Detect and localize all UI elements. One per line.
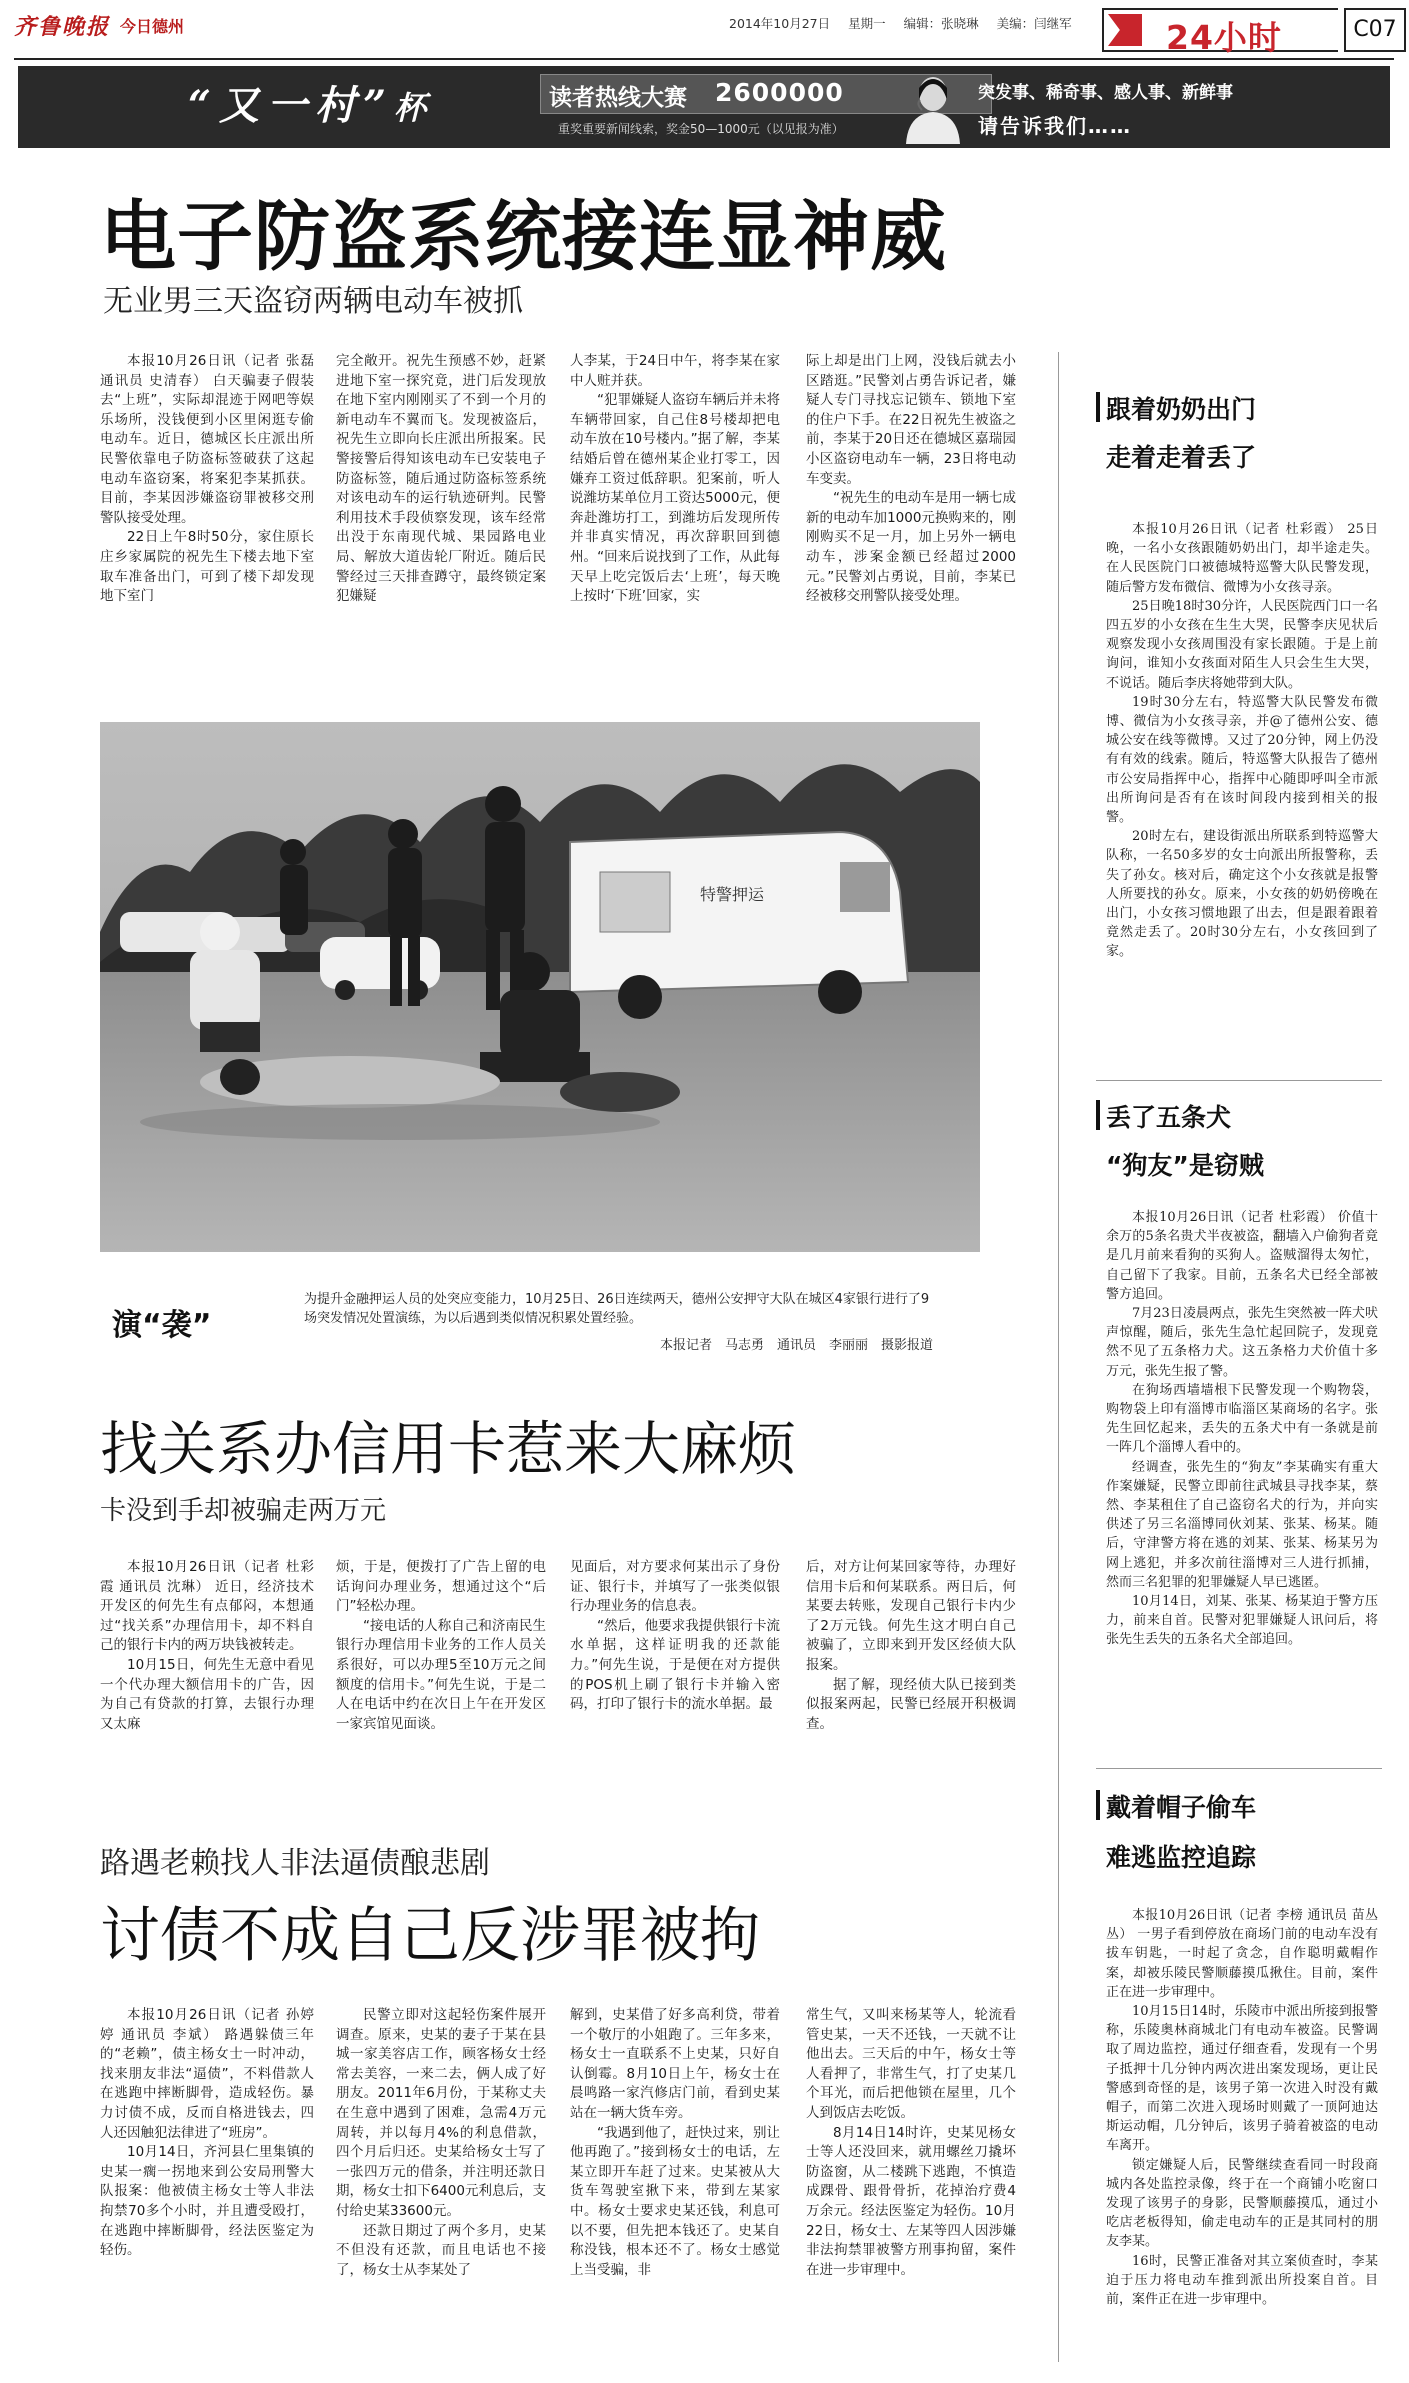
story2-col1 (100, 1558, 314, 1734)
story3-headline: 讨债不成自己反涉罪被拘 (100, 1901, 760, 1971)
story1-col4 (806, 352, 1016, 607)
story3-col1 (100, 2006, 314, 2261)
sidebar2-title-line1: 丢了五条犬 (1106, 1103, 1232, 1132)
story2-col4 (806, 1558, 1016, 1734)
photo-caption: 为提升金融押运人员的处突应变能力，10月25日、26日连续两天，德州公安押守大队在城区4家银行进行了9场突发情况处置演练，为以后遇到类似情况积累处置经验。 (304, 1292, 930, 1326)
story1-headline: 电子防盗系统接连显神威 (100, 192, 947, 281)
sidebar3-title-line1: 戴着帽子偷车 (1106, 1793, 1257, 1822)
tag-arrow-icon (1108, 14, 1142, 46)
sidebar2-para: 7月23日凌晨两点，张先生突然被一阵犬吠声惊醒，随后，张先生急忙起回院子，发现竟然不见了五条格力犬。这五条格力犬价值十多万元，张先生报了警。 (1106, 1306, 1378, 1379)
banner-cup-name: “又一村”杯 (188, 82, 435, 129)
story3-col4-para: 8月14日14时许，史某见杨女士等人还没回来，就用螺丝刀撬坏防盗窗，从二楼跳下逃跑，不慎造成踝骨、跟骨骨折，花掉治疗费4万余元。经法医鉴定为轻伤。10月22日，杨女士、左某等四人因涉嫌非法拘禁罪被警方刑事拘留，案件在进一步审理中。 (806, 2124, 1016, 2278)
banner-contest: 读者热线大赛 (549, 85, 687, 111)
story1-col1-para: 本报10月26日讯（记者 张磊 通讯员 史清春） 白天骗妻子假装去“上班”，实际却混迹于网吧等娱乐场所，没钱便到小区里闲逛专偷电动车。近日，德城区长庄派出所民警依靠电子防盗标签破获了这起电动车盗窃案，将案犯李某抓获。目前，李某因涉嫌盗窃罪被移交刑警队接受处理。 (100, 353, 314, 526)
sidebar3-para: 10月15日14时，乐陵市中派出所接到报警称，乐陵奥林商城北门有电动车被盗。民警调取了周边监控，通过仔细查看，发现有一个男子抵押十几分钟内两次进出案发现场，更让民警感到奇怪的是，该男子第一次进入时没有戴帽子，而第二次进入现场时则戴了一顶阿迪达斯运动帽，几分钟后，该男子骑着被盗的电动车离开。 (1106, 2004, 1378, 2154)
story2-col2-para: 烦，于是，便拨打了广告上留的电话询问办理业务，想通过这个“后门”轻松办理。 (336, 1559, 546, 1615)
artist: 美编：闫继军 (996, 16, 1072, 31)
sidebar2-para: 本报10月26日讯（记者 杜彩霞） 价值十余万的5条名贵犬半夜被盗，翻墙入户偷狗者竟是几月前来看狗的买狗人。盗贼溜得太匆忙，自己留下了我家。目前，五条名犬已经全部被警方追回。 (1106, 1210, 1378, 1302)
story1-col4-para: 际上却是出门上网，没钱后就去小区踏逛。”民警刘占勇告诉记者，嫌疑人专门寻找忘记锁车、锁地下室的住户下手。在22日祝先生被盗之前，李某于20日还在德城区嘉瑞园小区盗窃电动车一辆，23日将电动车变卖。 (806, 353, 1016, 487)
story2-col2-para: “接电话的人称自己和济南民生银行办理信用卡业务的工作人员关系很好，可以办理5至10万元之间额度的信用卡。”何先生说，于是二人在电话中约在次日上午在开发区一家宾馆见面谈。 (336, 1617, 546, 1732)
story2-col3-para: 见面后，对方要求何某出示了身份证、银行卡，并填写了一张类似银行办理业务的信息表。 (570, 1559, 780, 1615)
story1-col3-para: “犯罪嫌疑人盗窃车辆后并未将车辆带回家，自己住8号楼却把电动车放在10号楼内。”据了解，李某结婚后曾在德州某企业打零工，因嫌弃工资过低辞职。犯案前，听人说潍坊某单位月工资达5000元，便奔赴潍坊打工，到潍坊后发现所传并非真实情况，再次辞职回到德州。“回来后说找到了工作，从此每天早上吃完饭后去‘上班’，每天晚上按时‘下班’回家，实 (570, 392, 780, 605)
sidebar1-para: 本报10月26日讯（记者 杜彩霞） 25日晚，一名小女孩跟随奶奶出门，却半途走失。在人民医院门口被德城特巡警大队民警发现，随后警方发布微信、微博为小女孩寻亲。 (1106, 522, 1378, 595)
story1-col1 (100, 352, 314, 607)
story2-col4-para: 据了解，现经侦大队已接到类似报案两起，民警已经展开积极调查。 (806, 1676, 1016, 1732)
photo-caption-title: 演“袭” (112, 1308, 212, 1343)
story1-col4-para: “祝先生的电动车是用一辆七成新的电动车加1000元换购来的，刚刚购买不足一月，加上另外一辆电动车，涉案金额已经超过2000元。”民警刘占勇说，目前，李某已经被移交刑警队接受处理。 (806, 490, 1016, 605)
story3-col3 (570, 2006, 780, 2280)
story2-col3-para: “然后，他要求我提供银行卡流水单据，这样证明我的还款能力。”何先生说，于是便在对方提供的POS机上刷了银行卡并输入密码，打印了银行卡的流水单据。最 (570, 1617, 780, 1713)
sidebar1-para: 20时左右，建设街派出所联系到特巡警大队称，一名50多岁的女士向派出所报警称，丢失了孙女。核对后，确定这个小女孩就是报警人所要找的孙女。原来，小女孩的奶奶傍晚在出门，小女孩习惯地跟了出去，但是跟着跟着竟然走丢了。20时30分左右，小女孩回到了家。 (1106, 829, 1378, 960)
header-rule (14, 58, 1394, 60)
paper-name: 齐鲁晚报 (14, 14, 111, 40)
section-tag (1102, 8, 1338, 57)
banner-cup-suffix: 杯 (394, 89, 435, 127)
story1-col3-para: 人李某，于24日中午，将李某在家中人赃并获。 (570, 353, 780, 389)
sidebar-marker (1096, 392, 1100, 422)
issue-date: 2014年10月27日 (729, 16, 831, 31)
story3-col4 (806, 2006, 1016, 2280)
banner-phone: 2600000 (715, 78, 844, 107)
sidebar-rule (1096, 1768, 1382, 1769)
story2-headline: 找关系办信用卡惹来大麻烦 (100, 1415, 797, 1483)
drill-photo (100, 722, 980, 1252)
sidebar3-title-line2: 难逃监控追踪 (1106, 1843, 1257, 1872)
sidebar1-title-line1: 跟着奶奶出门 (1106, 395, 1257, 424)
sidebar1-body (1106, 520, 1378, 962)
story2-col1-para: 10月15日，何先生无意中看见一个代办理大额信用卡的广告，因为自己有贷款的打算，去银行办理又太麻 (100, 1656, 314, 1732)
sidebar3-para: 本报10月26日讯（记者 李榜 通讯员 苗丛丛） 一男子看到停放在商场门前的电动车没有拔车钥匙，一时起了贪念，自作聪明戴帽作案，却被乐陵民警顺藤摸瓜揪住。目前，案件正在进一步审理中。 (1106, 1908, 1378, 2000)
story3-col1-para: 10月14日，齐河县仁里集镇的史某一瘸一拐地来到公安局刑警大队报案：他被债主杨女士等人非法拘禁70多个小时，并且遭受殴打，在逃跑中摔断脚骨，经法医鉴定为轻伤。 (100, 2144, 314, 2259)
banner-call-to-action: 请告诉我们…… (978, 114, 1132, 138)
sidebar2-body (1106, 1208, 1378, 1650)
story3-col1-para: 本报10月26日讯（记者 孙婷婷 通讯员 李斌） 路遇躲债三年的“老赖”，债主杨女士一时冲动，找来朋友非法“逼债”，不料借款人在逃跑中摔断脚骨，造成轻伤。暴力讨债不成，反而自格进钱去，四人还因触犯法律进了“班房”。 (100, 2007, 314, 2141)
story3-col3-para: “我遇到他了，赶快过来，别让他再跑了。”接到杨女士的电话，左某立即开车赶了过来。史某被从大货车驾驶室揪下来，带到左某家中。杨女士要求史某还钱，利息可以不要，但先把本钱还了。史某自称没钱，根本还不了。杨女士感觉上当受骗，非 (570, 2124, 780, 2278)
sidebar3-para: 锁定嫌疑人后，民警继续查看同一时段商城内各处监控录像，终于在一个商铺小吃窗口发现了该男子的身影，民警顺藤摸瓜，通过小吃店老板得知，偷走电动车的正是其同村的朋友李某。 (1106, 2157, 1378, 2250)
hotline-banner (18, 66, 1390, 148)
sidebar-rule (1096, 1080, 1382, 1081)
editor: 编辑：张晓琳 (903, 16, 979, 31)
masthead (14, 8, 1397, 57)
issue-meta (729, 14, 1086, 32)
story3-col4-para: 常生气，又叫来杨某等人，轮流看管史某，一天不还钱，一天就不让他出去。三天后的中午，杨女士等人看押了，非常生气，打了史某几个耳光，而后把他锁在屋里，几个人到饭店去吃饭。 (806, 2007, 1016, 2121)
story3-col2-para: 民警立即对这起轻伤案件展开调查。原来，史某的妻子于某在县城一家美容店工作，顾客杨女士经常去美容，一来二去，俩人成了好朋友。2011年6月份，于某称丈夫在生意中遇到了困难，急需4万元周转，并以每月4%的利息借款，四个月后归还。史某给杨女士写了一张四万元的借条，并注明还款日期，杨女士扣下6400元利息后，支付给史某33600元。 (336, 2007, 546, 2219)
story3-col2 (336, 2006, 546, 2280)
van-marking: 特警押运 (700, 885, 765, 904)
sidebar2-para: 经调查，张先生的“狗友”李某确实有重大作案嫌疑，民警立即前往武城县寻找李某，蔡然、李某租住了自己盗窃名犬的行为，并向实供述了另三名淄博同伙刘某、张某、杨某。随后，守津警方将在逃的刘某、张某、杨某另为网上逃犯，并多次前往淄博对三人进行抓捕，然而三名犯罪的犯罪嫌疑人早已逃匿。 (1106, 1459, 1378, 1590)
story1-col3 (570, 352, 780, 607)
story2-col4-para: 后，对方让何某回家等待，办理好信用卡后和何某联系。两日后，何某要去转账，发现自己银行卡内少了2万元钱。何先生这才明白自己被骗了，立即来到开发区经侦大队报案。 (806, 1559, 1016, 1673)
sidebar2-para: 10月14日，刘某、张某、杨某迫于警方压力，前来自首。民警对犯罪嫌疑人讯问后，将张先生丢失的五条名犬全部追回。 (1106, 1594, 1378, 1648)
story2-col2 (336, 1558, 546, 1734)
banner-tagline: 突发事、稀奇事、感人事、新鲜事 (978, 83, 1233, 103)
photo-credit: 本报记者 马志勇 通讯员 李丽丽 摄影报道 (660, 1338, 934, 1353)
issue-weekday: 星期一 (848, 16, 886, 31)
story3-col3-para: 解到，史某借了好多高利贷，带着一个敬厅的小姐跑了。三年多来，杨女士一直联系不上史某，只好自认倒霉。8月10日上午，杨女士在晨鸣路一家汽修店门前，看到史某站在一辆大货车旁。 (570, 2007, 780, 2121)
story1-col2-para: 完全敞开。祝先生预感不妙，赶紧进地下室一探究竟，进门后发现放在地下室内刚刚买了不到一个月的新电动车不翼而飞。发现被盗后，祝先生立即向长庄派出所报案。民警接警后得知该电动车已安装电子防盗标签，随后通过防盗标签系统对该电动车的运行轨迹研判。民警利用技术手段侦察发现，该车经常出没于东南现代城、果园路电业局、解放大道齿轮厂附近。随后民警经过三天排查蹲守，最终锁定案犯嫌疑 (336, 353, 546, 605)
story3-subhead: 路遇老赖找人非法逼债酿悲剧 (100, 1846, 490, 1881)
sidebar3-body (1106, 1906, 1378, 2309)
story2-col1-para: 本报10月26日讯（记者 杜彩霞 通讯员 沈琳） 近日，经济技术开发区的何先生有点郁闷，本想通过“找关系”办理信用卡，却不料自己的银行卡内的两万块钱被转走。 (100, 1559, 314, 1654)
story1-col1-para: 22日上午8时50分，家住原长庄乡家属院的祝先生下楼去地下室取车准备出门，可到了楼下却发现地下室门 (100, 529, 314, 605)
section-tag-label: 24小时 (1166, 18, 1282, 57)
story2-subhead: 卡没到手却被骗走两万元 (100, 1496, 387, 1526)
operator-portrait-icon (898, 70, 968, 144)
banner-reward-note: 重奖重要新闻线索，奖金50—1000元（以见报为准） (558, 122, 844, 136)
sidebar-divider (1058, 352, 1059, 2362)
sidebar-marker (1096, 1790, 1100, 1820)
sidebar1-para: 19时30分左右，特巡警大队民警发布微博、微信为小女孩寻亲，并@了德州公安、德城公安在线等微博。又过了20分钟，网上仍没有有效的线索。随后，特巡警大队报告了德州市公安局指挥中心，指挥中心随即呼叫全市派出所询问是否有在该时间段内接到相关的报警。 (1106, 694, 1378, 826)
story1-col2 (336, 352, 546, 607)
drill-scene-image (100, 722, 980, 1252)
story2-col3 (570, 1558, 780, 1715)
sidebar2-title-line2: “狗友”是窃贼 (1106, 1151, 1264, 1180)
sidebar2-para: 在狗场西墙墙根下民警发现一个购物袋，购物袋上印有淄博市临淄区某商场的名字。张先生回忆起来，丢失的五条犬中有一条就是前一阵几个淄博人看中的。 (1106, 1382, 1378, 1456)
page-number: C07 (1344, 8, 1406, 52)
story1-subhead: 无业男三天盗窃两辆电动车被抓 (103, 284, 523, 319)
sidebar3-para: 16时，民警正准备对其立案侦查时，李某迫于压力将电动车推到派出所投案自首。目前，案件正在进一步审理中。 (1106, 2253, 1378, 2308)
sidebar-marker (1096, 1100, 1100, 1130)
story3-col2-para: 还款日期过了两个多月，史某不但没有还款，而且电话也不接了，杨女士从李某处了 (336, 2222, 546, 2278)
sidebar1-title-line2: 走着走着丢了 (1106, 443, 1257, 472)
sidebar1-para: 25日晚18时30分许，人民医院西门口一名四五岁的小女孩在生生大哭，民警李庆见状后观察发现小女孩周围没有家长跟随。于是上前询问，谁知小女孩面对陌生人只会生生大哭，不说话。随后李庆将她带到大队。 (1106, 598, 1378, 691)
section-name: 今日德州 (120, 17, 185, 36)
